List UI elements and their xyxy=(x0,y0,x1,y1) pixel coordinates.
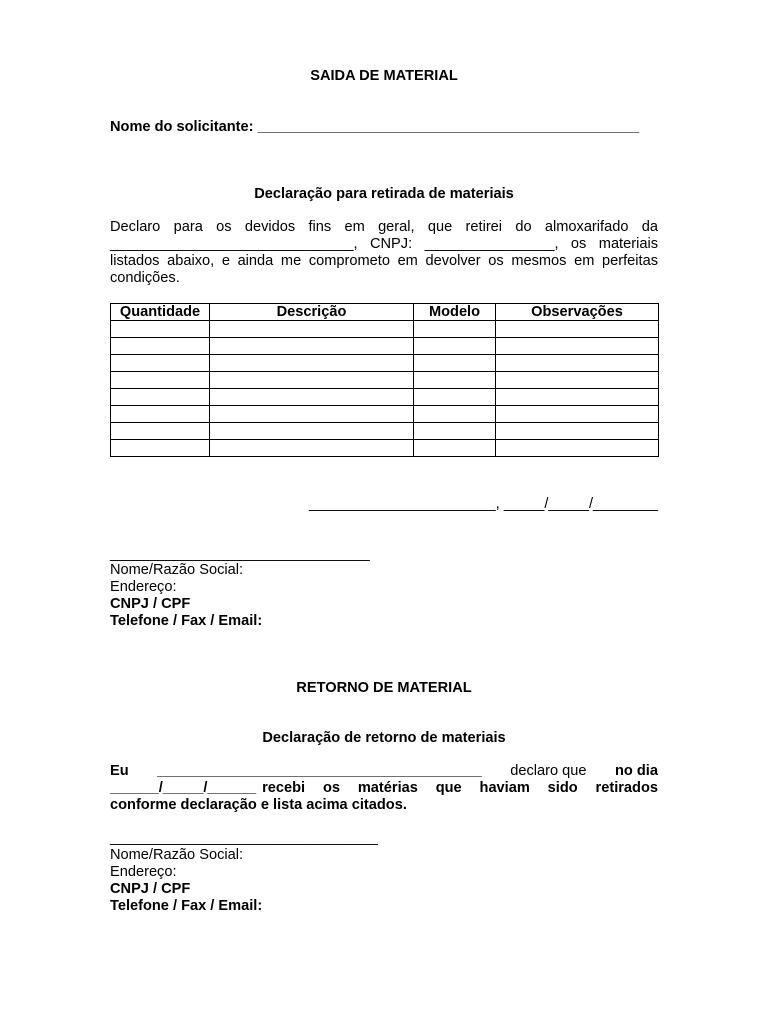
table-cell[interactable] xyxy=(111,372,210,389)
table-cell[interactable] xyxy=(210,338,414,355)
table-cell[interactable] xyxy=(111,406,210,423)
table-cell[interactable] xyxy=(210,321,414,338)
retorno-nome-label: Nome/Razão Social: xyxy=(110,847,244,863)
retorno-no-dia: no dia xyxy=(615,763,658,779)
table-cell[interactable] xyxy=(496,389,659,406)
table-cell[interactable] xyxy=(210,440,414,457)
declaracao-retirada-title: Declaração para retirada de materiais xyxy=(254,186,514,202)
table-cell[interactable] xyxy=(414,389,496,406)
materials-table xyxy=(110,303,659,457)
table-row xyxy=(111,440,659,457)
solicitante-label: Nome do solicitante: xyxy=(110,119,254,135)
table-cell[interactable] xyxy=(111,338,210,355)
table-cell[interactable] xyxy=(496,355,659,372)
retorno-paragraph xyxy=(110,763,658,814)
retorno-contato-label: Telefone / Fax / Email: xyxy=(110,898,263,914)
table-cell[interactable] xyxy=(496,372,659,389)
header-observacoes: Observações xyxy=(496,304,659,321)
retorno-date-blank: ______/_____/______ xyxy=(110,780,257,796)
table-cell[interactable] xyxy=(210,355,414,372)
table-cell[interactable] xyxy=(414,321,496,338)
paragraph-line-3: listados abaixo, e ainda me comprometo em devolver os mesmos em perfeitas xyxy=(110,253,658,269)
table-cell[interactable] xyxy=(210,406,414,423)
retorno-line-3: conforme declaração e lista acima citados. xyxy=(110,797,407,813)
retorno-line-1 xyxy=(110,763,658,780)
table-cell[interactable] xyxy=(414,338,496,355)
retorno-line-2 xyxy=(110,780,658,797)
saida-endereco-label: Endereço: xyxy=(110,579,177,595)
table-cell[interactable] xyxy=(111,355,210,372)
table-cell[interactable] xyxy=(111,440,210,457)
saida-title: SAIDA DE MATERIAL xyxy=(310,68,458,84)
table-cell[interactable] xyxy=(414,423,496,440)
retorno-cnpj-label: CNPJ / CPF xyxy=(110,881,191,897)
table-cell[interactable] xyxy=(414,440,496,457)
table-row xyxy=(111,338,659,355)
table-header-row xyxy=(111,304,659,321)
table-row xyxy=(111,389,659,406)
paragraph-line-4: condições. xyxy=(110,270,180,286)
table-cell[interactable] xyxy=(210,423,414,440)
retorno-endereco-label: Endereço: xyxy=(110,864,177,880)
retorno-eu: Eu xyxy=(110,763,129,779)
table-row xyxy=(111,423,659,440)
retorno-recebi-text: recebi os matérias que haviam sido retirados xyxy=(262,780,658,796)
saida-nome-label: Nome/Razão Social: xyxy=(110,562,244,578)
table-cell[interactable] xyxy=(496,423,659,440)
table-cell[interactable] xyxy=(111,321,210,338)
local-date-line: _______________________, _____/_____/________ xyxy=(309,496,658,512)
solicitante-row xyxy=(110,119,639,136)
table-cell[interactable] xyxy=(111,389,210,406)
retorno-name-line: ________________________________________ xyxy=(157,763,482,779)
table-cell[interactable] xyxy=(414,355,496,372)
table-cell[interactable] xyxy=(111,423,210,440)
solicitante-line: _______________________________________________ xyxy=(257,119,640,135)
table-cell[interactable] xyxy=(414,372,496,389)
paragraph-line-1: Declaro para os devidos fins em geral, que retirei do almoxarifado da xyxy=(110,219,658,235)
table-row xyxy=(111,372,659,389)
table-row xyxy=(111,406,659,423)
paragraph-line-2: ______________________________, CNPJ: ________________, os materiais xyxy=(110,236,658,252)
retorno-signer-info xyxy=(110,847,262,915)
header-quantidade: Quantidade xyxy=(111,304,210,321)
table-row xyxy=(111,321,659,338)
table-cell[interactable] xyxy=(496,440,659,457)
table-cell[interactable] xyxy=(496,338,659,355)
declaracao-paragraph xyxy=(110,219,658,287)
table-row xyxy=(111,355,659,372)
retorno-title: RETORNO DE MATERIAL xyxy=(296,680,472,696)
saida-cnpj-label: CNPJ / CPF xyxy=(110,596,191,612)
header-modelo: Modelo xyxy=(414,304,496,321)
declaracao-retorno-title: Declaração de retorno de materiais xyxy=(262,730,506,746)
saida-signer-info xyxy=(110,562,262,630)
saida-contato-label: Telefone / Fax / Email: xyxy=(110,613,263,629)
saida-signature-line: ________________________________ xyxy=(110,546,370,562)
header-descricao: Descrição xyxy=(210,304,414,321)
table-cell[interactable] xyxy=(496,406,659,423)
retorno-declaro: declaro que xyxy=(510,763,587,779)
table-cell[interactable] xyxy=(496,321,659,338)
table-cell[interactable] xyxy=(414,406,496,423)
retorno-signature-line: _________________________________ xyxy=(110,830,378,846)
table-cell[interactable] xyxy=(210,372,414,389)
table-cell[interactable] xyxy=(210,389,414,406)
